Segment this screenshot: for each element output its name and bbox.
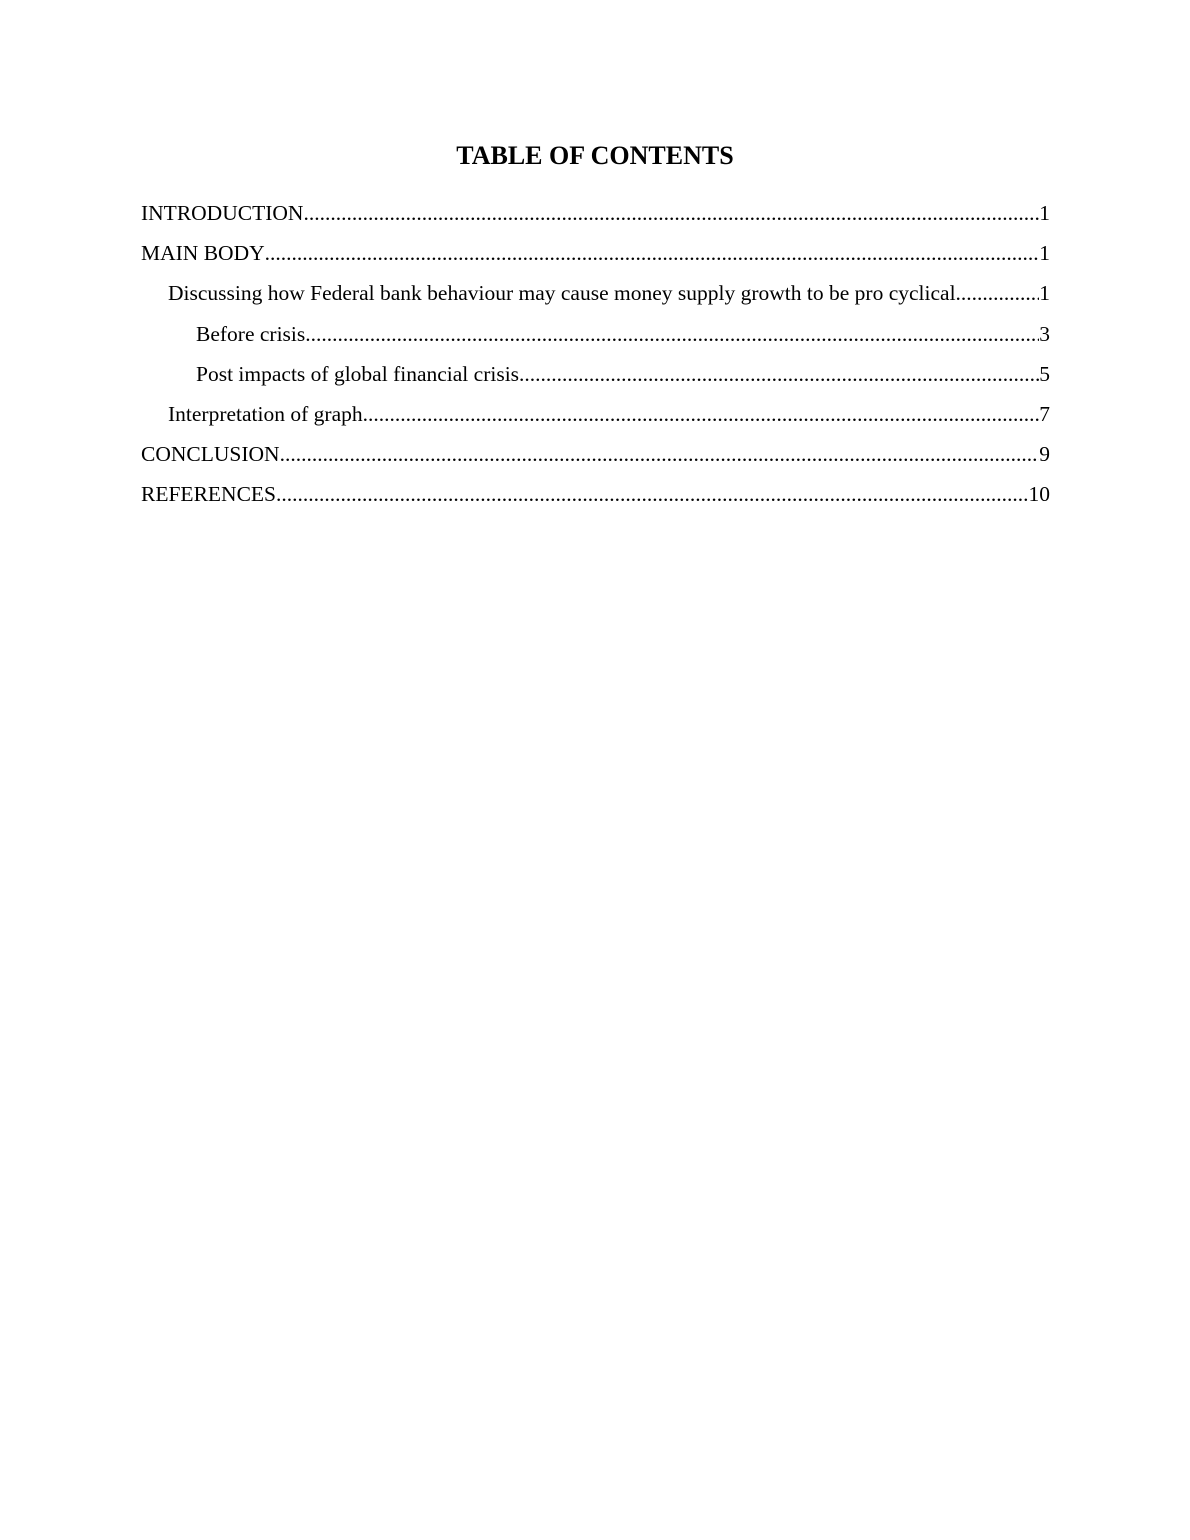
toc-entry-label: REFERENCES <box>141 482 276 507</box>
toc-dot-leader <box>276 478 1029 510</box>
toc-list <box>141 197 1050 519</box>
toc-entry-references[interactable] <box>141 478 1050 518</box>
toc-dot-leader <box>303 197 1039 229</box>
toc-entry-label: Before crisis <box>196 321 306 346</box>
toc-dot-leader <box>265 237 1040 269</box>
toc-entry-label: MAIN BODY <box>141 241 265 266</box>
toc-title: TABLE OF CONTENTS <box>456 141 734 170</box>
toc-entry-page-number: 3 <box>1039 321 1050 346</box>
toc-entry-before-crisis[interactable] <box>141 318 1050 358</box>
toc-entry-label: Discussing how Federal bank behaviour may cause money supply growth to be pro cyclical <box>168 281 956 306</box>
toc-entry-label: Post impacts of global financial crisis <box>196 361 520 386</box>
toc-dot-leader <box>280 438 1040 470</box>
toc-entry-label: CONCLUSION <box>141 442 280 467</box>
toc-entry-label: Interpretation of graph <box>168 401 363 426</box>
toc-entry-page-number: 1 <box>1039 241 1050 266</box>
toc-dot-leader <box>305 318 1039 350</box>
toc-entry-interpretation-of-graph[interactable] <box>141 398 1050 438</box>
toc-entry-page-number: 10 <box>1028 482 1050 507</box>
toc-entry-introduction[interactable] <box>141 197 1050 237</box>
toc-dot-leader <box>363 398 1040 430</box>
toc-entry-federal-bank-behaviour[interactable] <box>141 277 1050 317</box>
toc-entry-page-number: 5 <box>1039 361 1050 386</box>
toc-entry-post-impacts[interactable] <box>141 358 1050 398</box>
toc-entry-conclusion[interactable] <box>141 438 1050 478</box>
toc-entry-page-number: 1 <box>1039 201 1050 225</box>
toc-entry-page-number: 9 <box>1039 442 1050 467</box>
toc-entry-label: INTRODUCTION <box>141 201 304 225</box>
toc-entry-main-body[interactable] <box>141 237 1050 277</box>
toc-entry-page-number: 1 <box>1039 281 1050 306</box>
toc-dot-leader <box>956 277 1040 309</box>
toc-entry-page-number: 7 <box>1039 401 1050 426</box>
toc-dot-leader <box>519 358 1039 390</box>
